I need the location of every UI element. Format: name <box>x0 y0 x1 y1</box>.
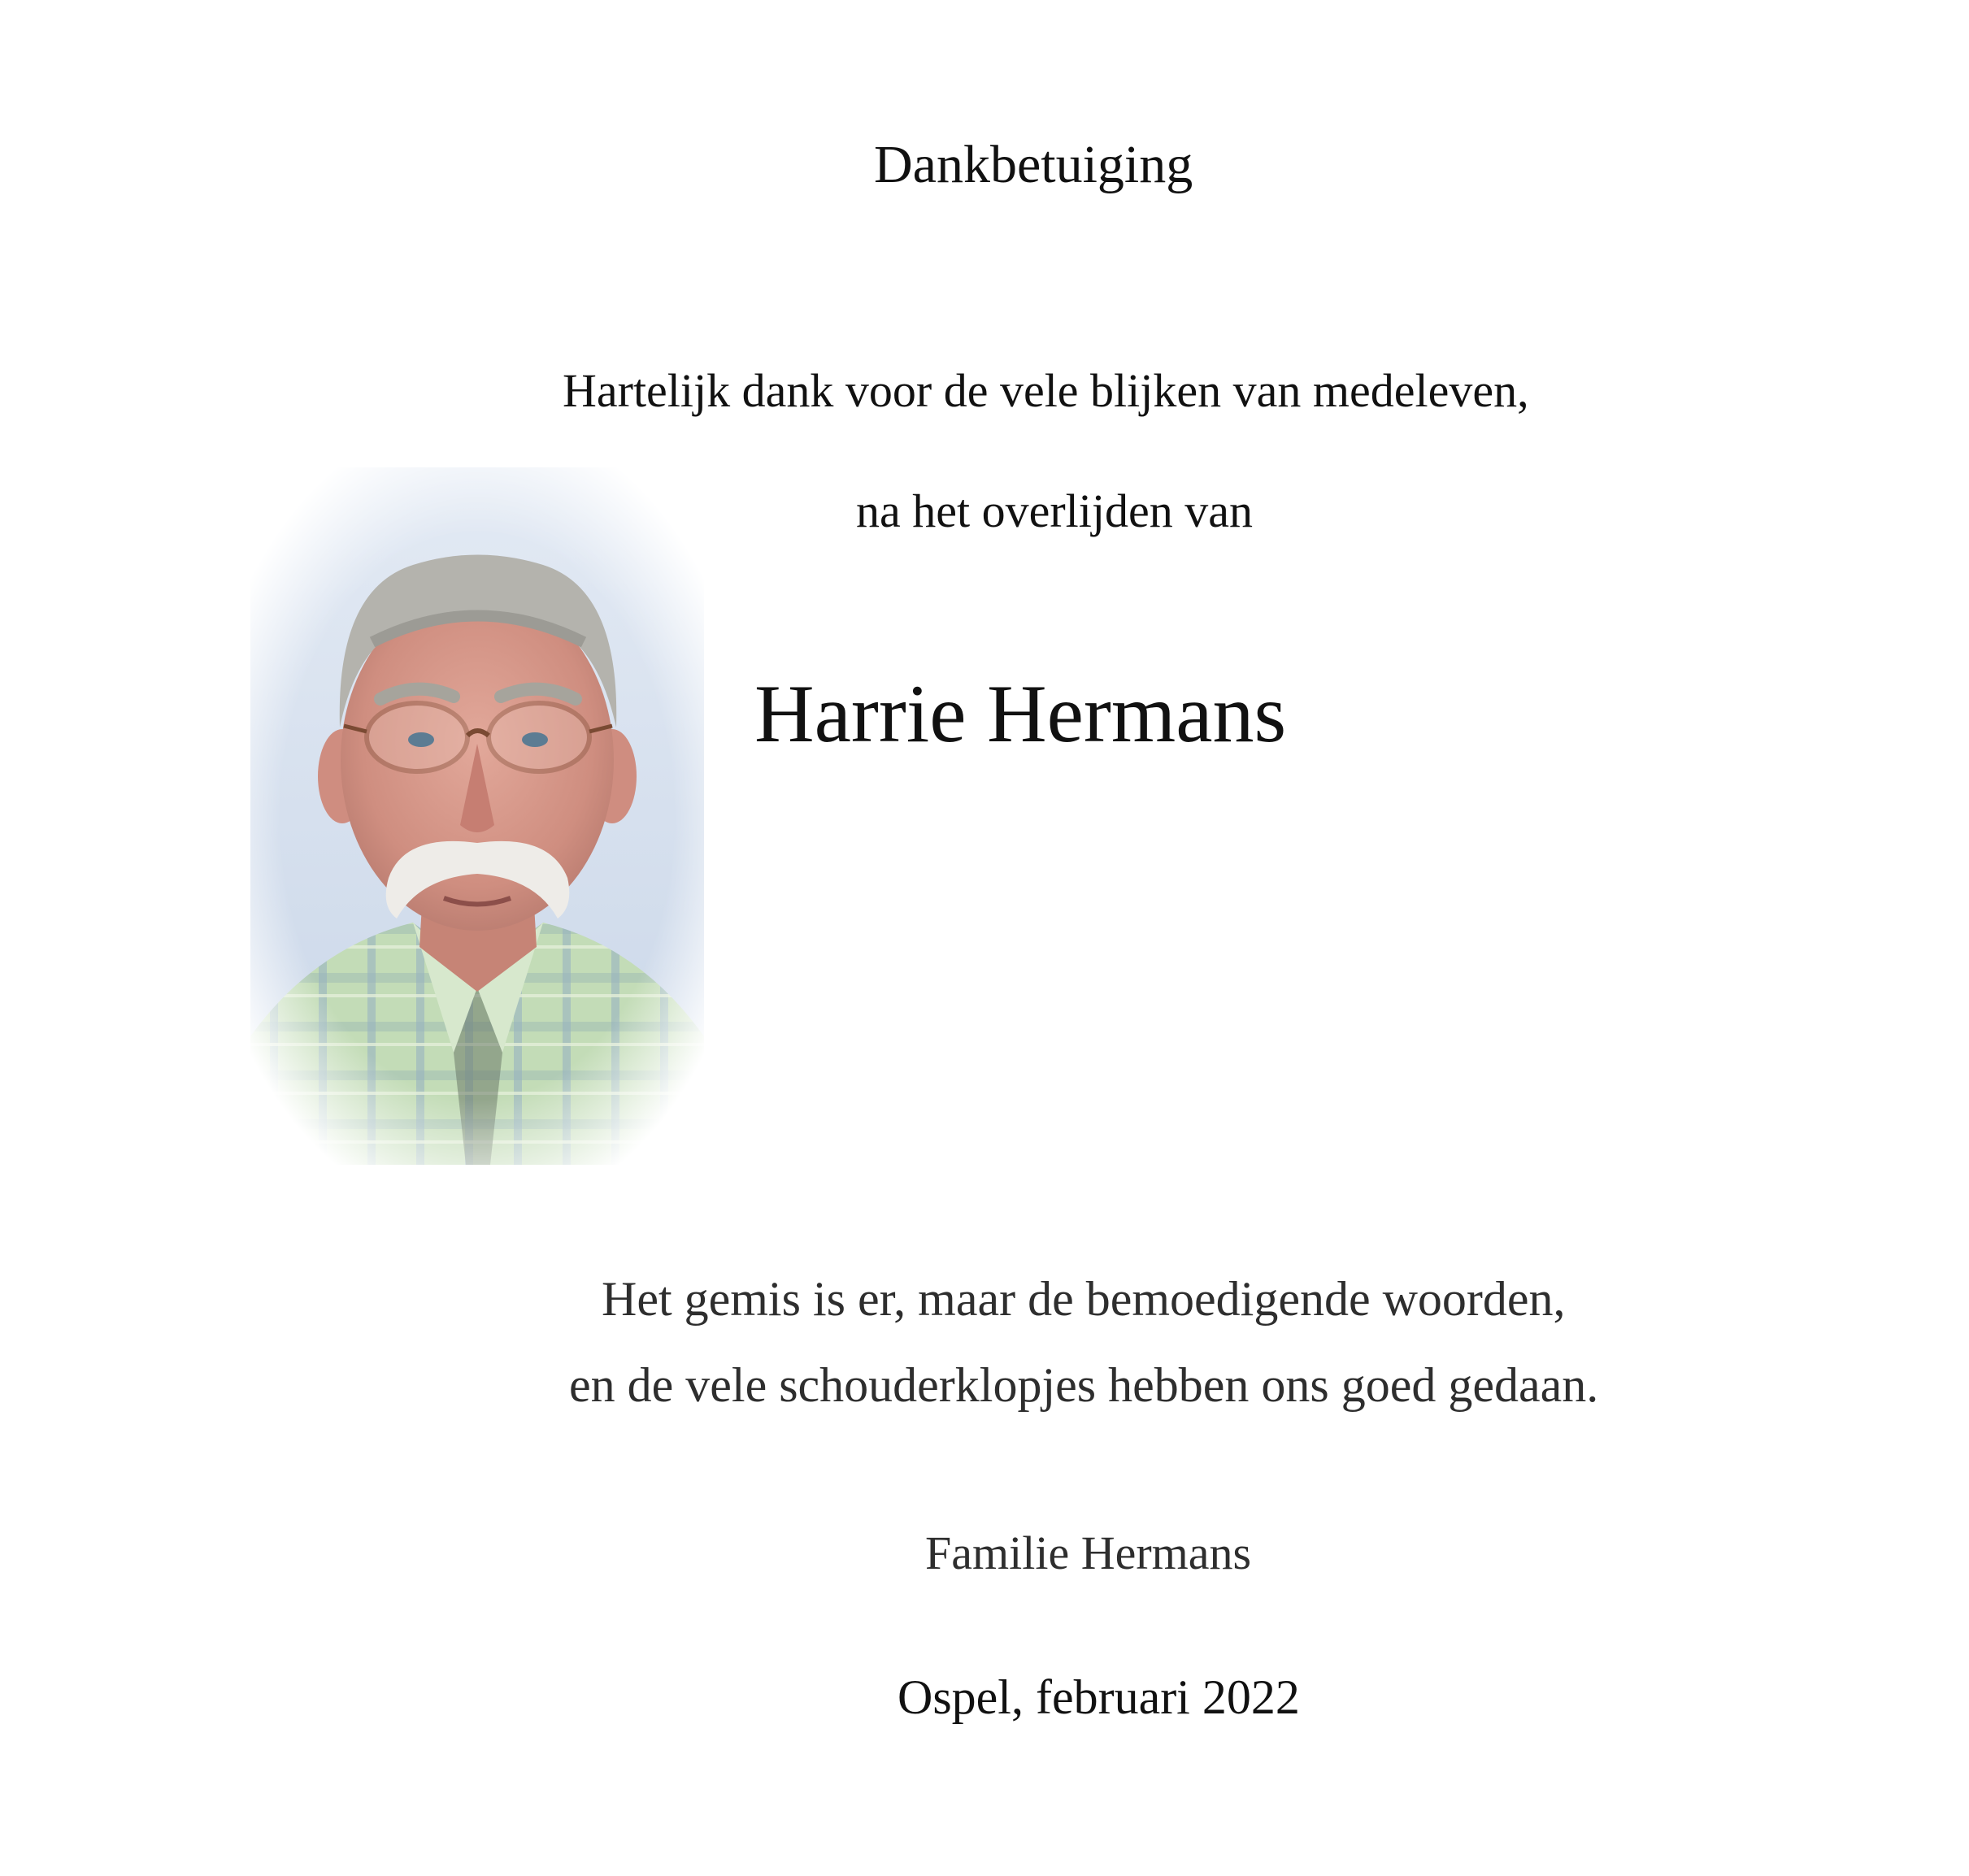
deceased-name: Harrie Hermans <box>754 668 1287 760</box>
message-line-1: Het gemis is er, maar de bemoedigende woorden, <box>602 1272 1566 1326</box>
family-signature: Familie Hermans <box>925 1526 1252 1579</box>
intro-line-2: na het overlijden van <box>856 484 1253 537</box>
portrait-photo <box>250 467 704 1165</box>
card-title: Dankbetuiging <box>874 135 1193 194</box>
message-line-2: en de vele schouderklopjes hebben ons goed gedaan. <box>569 1358 1599 1412</box>
place-date: Ospel, februari 2022 <box>898 1670 1300 1724</box>
intro-line-1: Hartelijk dank voor de vele blijken van medeleven, <box>563 364 1529 417</box>
